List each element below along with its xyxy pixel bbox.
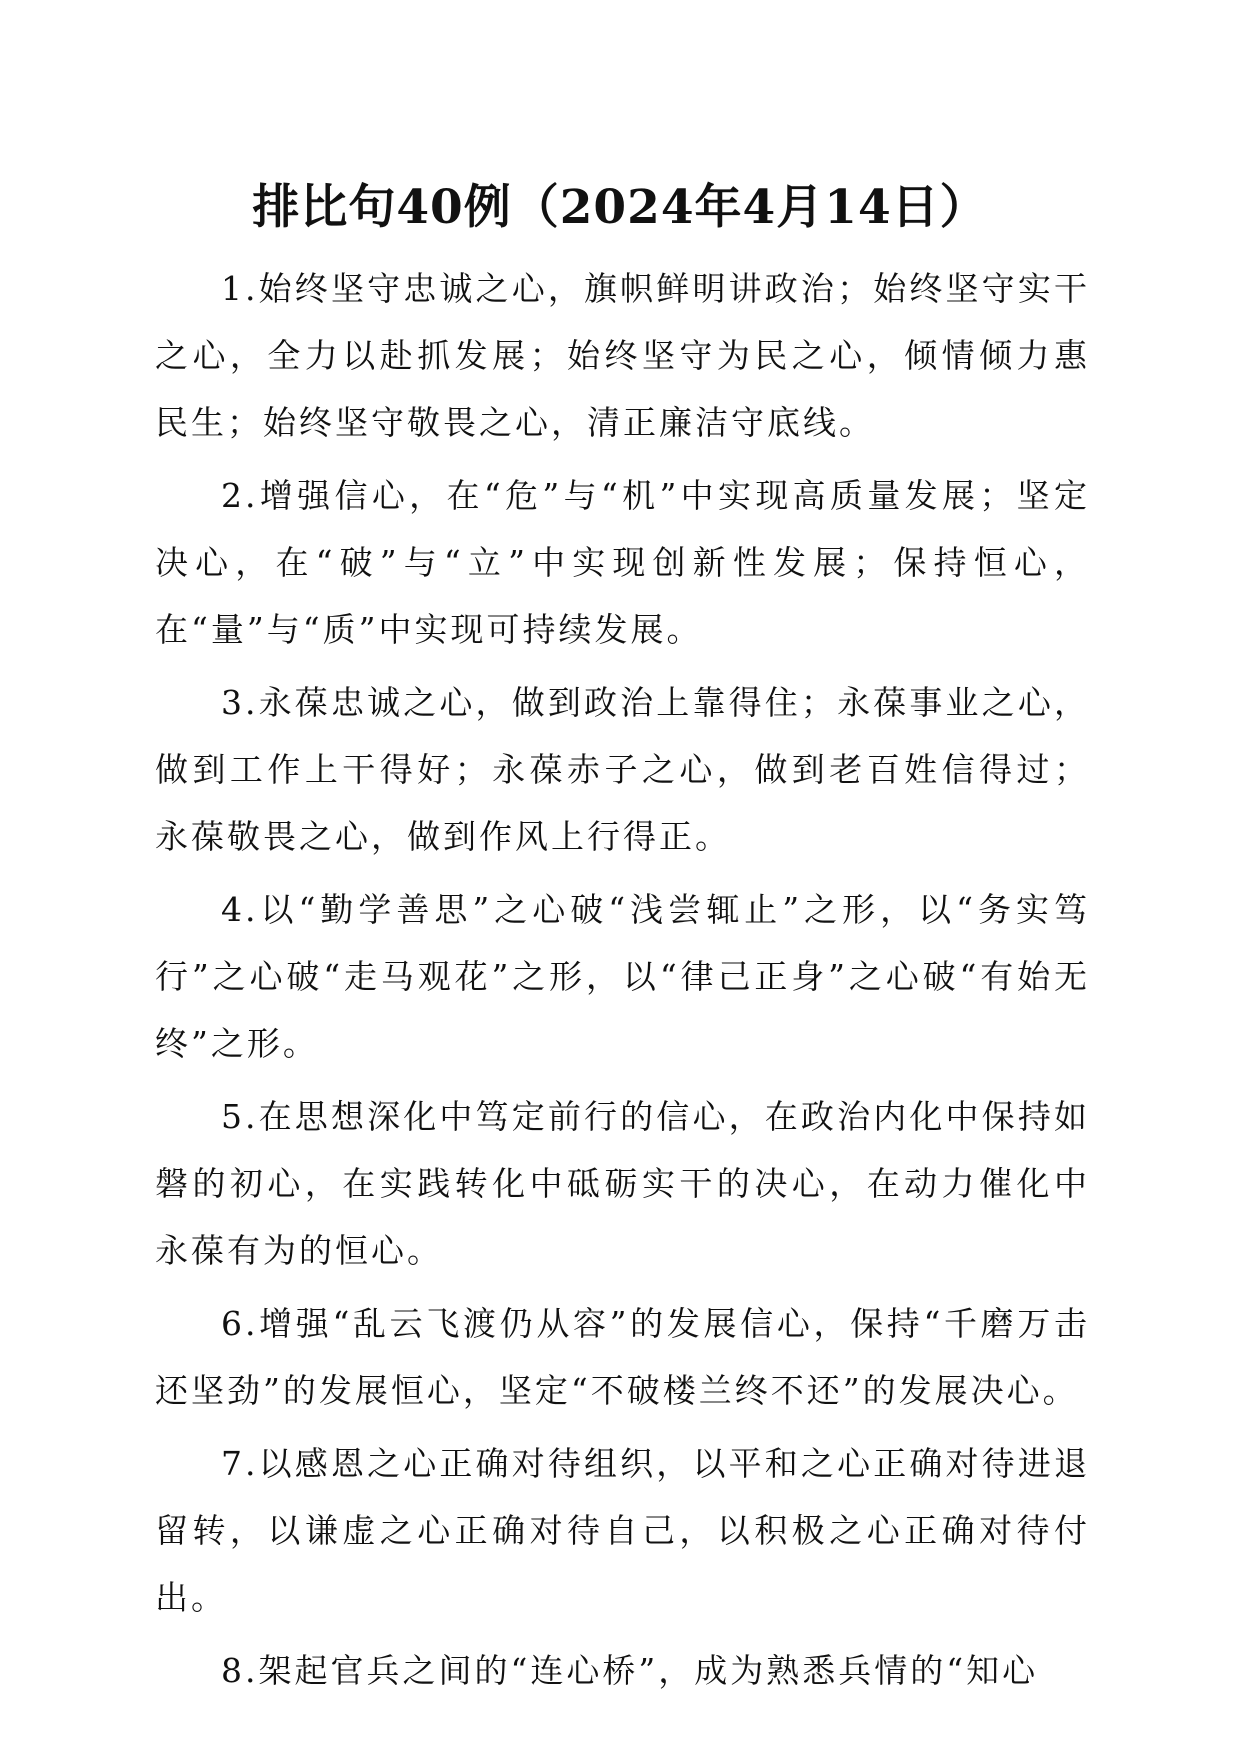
- document-body: [155, 255, 1090, 1710]
- paragraph-1: 1.始终坚守忠诚之心，旗帜鲜明讲政治；始终坚守实干之心，全力以赴抓发展；始终坚守为民之心，倾情倾力惠民生；始终坚守敬畏之心，清正廉洁守底线。: [155, 269, 1090, 442]
- paragraph-7: 7.以感恩之心正确对待组织，以平和之心正确对待进退留转，以谦虚之心正确对待自己，以积极之心正确对待付出。: [155, 1444, 1090, 1617]
- paragraph-3: 3.永葆忠诚之心，做到政治上靠得住；永葆事业之心，做到工作上干得好；永葆赤子之心，做到老百姓信得过；永葆敬畏之心，做到作风上行得正。: [155, 683, 1090, 856]
- paragraph-6: 6.增强“乱云飞渡仍从容”的发展信心，保持“千磨万击还坚劲”的发展恒心，坚定“不破楼兰终不还”的发展决心。: [155, 1304, 1090, 1410]
- paragraph-5: 5.在思想深化中笃定前行的信心，在政治内化中保持如磐的初心，在实践转化中砥砺实干的决心，在动力催化中永葆有为的恒心。: [155, 1097, 1090, 1270]
- paragraph-8: 8.架起官兵之间的“连心桥”，成为熟悉兵情的“知心: [221, 1651, 1039, 1690]
- paragraph-4: 4.以“勤学善思”之心破“浅尝辄止”之形，以“务实笃行”之心破“走马观花”之形，以“律己正身”之心破“有始无终”之形。: [155, 890, 1090, 1063]
- document-title: 排比句40例（2024年4月14日）: [252, 180, 988, 235]
- paragraph-2: 2.增强信心，在“危”与“机”中实现高质量发展；坚定决心，在“破”与“立”中实现创新性发展；保持恒心，在“量”与“质”中实现可持续发展。: [155, 476, 1090, 649]
